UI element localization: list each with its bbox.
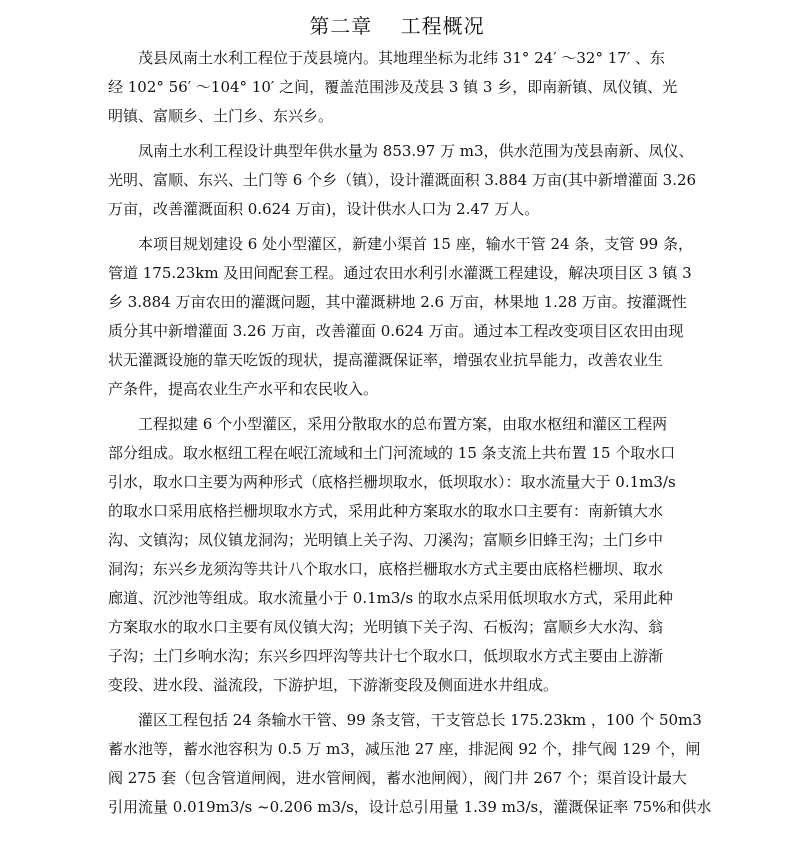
text-line: 质分其中新增灌面 3.26 万亩，改善灌面 0.624 万亩。通过本工程改变项目区农田由现 [108,322,684,340]
text-line: 凤南土水利工程设计典型年供水量为 853.97 万 m3，供水范围为茂县南新、凤仪、 [138,142,694,160]
paragraph-irrigation-works [108,706,712,822]
text-line: 管道 175.23km 及田间配套工程。通过农田水利引水灌溉工程建设，解决项目区 3 镇 3 [108,264,692,282]
text-line: 阀 275 套（包含管道闸阀，进水管闸阀，蓄水池闸阀），阀门井 267 个；渠首设计最大 [108,769,687,787]
text-line: 经 102° 56′ ～104° 10′ 之间，覆盖范围涉及茂县 3 镇 3 乡，即南新镇、凤仪镇、光 [108,78,678,96]
text-line: 方案取水的取水口主要有凤仪镇大沟；光明镇下关子沟、石板沟；富顺乡大水沟、翁 [108,618,664,636]
chapter-title: 第二章 工程概况 [309,14,485,38]
text-line: 乡 3.884 万亩农田的灌溉问题，其中灌溉耕地 2.6 万亩，林果地 1.28 万亩。按灌溉性 [108,293,687,311]
text-line: 引水，取水口主要为两种形式（底格拦栅坝取水，低坝取水）：取水流量大于 0.1m3/s [108,473,676,491]
text-line: 沟、文镇沟；凤仪镇龙洞沟；光明镇上关子沟、刀溪沟；富顺乡旧蜂王沟；土门乡中 [108,531,664,549]
document-body [108,44,712,828]
text-line: 蓄水池等，蓄水池容积为 0.5 万 m3，减压池 27 座，排泥阀 92 个，排气阀 129 个，闸 [108,740,701,758]
text-line: 光明、富顺、东兴、土门等 6 个乡（镇），设计灌溉面积 3.884 万亩(其中新增灌面 3.26 [108,171,697,189]
text-line: 工程拟建 6 个小型灌区，采用分散取水的总布置方案，由取水枢纽和灌区工程两 [138,415,668,433]
text-line: 的取水口采用底格拦栅坝取水方式，采用此种方案取水的取水口主要有：南新镇大水 [108,502,664,520]
text-line: 产条件，提高农业生产水平和农民收入。 [108,380,379,398]
text-line: 状无灌溉设施的靠天吃饭的现状，提高灌溉保证率，增强农业抗旱能力，改善农业生 [108,351,664,369]
text-line: 廊道、沉沙池等组成。取水流量小于 0.1m3/s 的取水点采用低坝取水方式，采用此种 [108,589,673,607]
text-line: 变段、进水段、溢流段，下游护坦，下游渐变段及侧面进水井组成。 [108,676,559,694]
text-line: 洞沟；东兴乡龙须沟等共计八个取水口，底格拦栅取水方式主要由底格栏栅坝、取水 [108,560,664,578]
paragraph-project-plan [108,230,700,404]
paragraph-intake-works [108,410,700,700]
paragraph-water-supply [108,137,700,224]
text-line: 本项目规划建设 6 处小型灌区，新建小渠首 15 座，输水干管 24 条，支管 99 条， [138,235,693,253]
text-line: 茂县凤南土水利工程位于茂县境内。其地理坐标为北纬 31° 24′ ～32° 17′ 、东 [138,49,666,67]
text-line: 引用流量 0.019m3/s ~0.206 m3/s，设计总引用量 1.39 m3/s，灌溉保证率 75%和供水 [108,798,712,816]
text-line: 明镇、富顺乡、土门乡、东兴乡。 [108,107,334,125]
text-line: 万亩，改善灌溉面积 0.624 万亩)，设计供水人口为 2.47 万人。 [108,200,540,218]
text-line: 部分组成。取水枢纽工程在岷江流域和土门河流域的 15 条支流上共布置 15 个取水口 [108,444,676,462]
text-line: 子沟；土门乡响水沟；东兴乡四坪沟等共计七个取水口，低坝取水方式主要由上游渐 [108,647,664,665]
paragraph-location [108,44,700,131]
text-line: 灌区工程包括 24 条输水干管、99 条支管，干支管总长 175.23km ，100 个 50m3 [138,711,702,729]
